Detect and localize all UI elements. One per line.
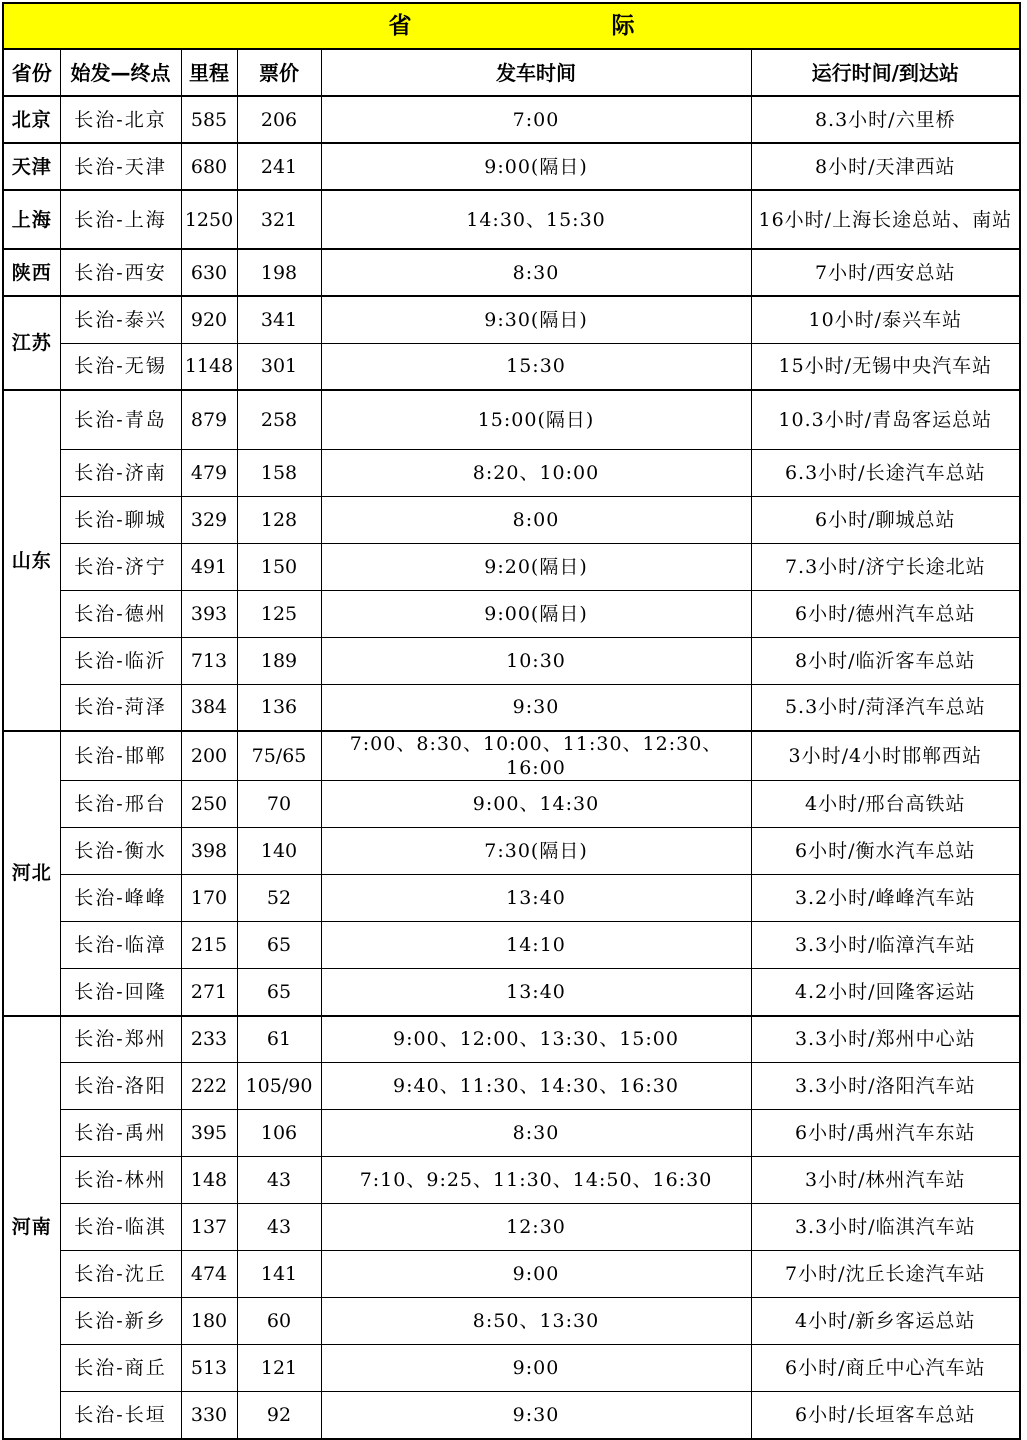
arrival-cell: 8.3小时/六里桥 [751,96,1020,143]
distance-cell: 713 [181,637,237,684]
departure-cell: 7:00、8:30、10:00、11:30、12:30、16:00 [321,731,751,781]
table-row [3,249,1020,296]
route-cell: 长治-济宁 [60,543,181,590]
table-row [3,781,1020,828]
province-cell: 河南 [3,1016,60,1439]
table-row [3,343,1020,390]
route-cell: 长治-林州 [60,1157,181,1204]
table-row [3,731,1020,781]
fare-cell: 125 [237,590,321,637]
title-char: 际 [611,13,635,39]
departure-cell: 14:10 [321,922,751,969]
departure-cell: 8:30 [321,1110,751,1157]
distance-cell: 395 [181,1110,237,1157]
arrival-cell: 6小时/禹州汽车东站 [751,1110,1020,1157]
arrival-cell: 15小时/无锡中央汽车站 [751,343,1020,390]
departure-cell: 13:40 [321,969,751,1016]
distance-cell: 879 [181,390,237,449]
distance-cell: 330 [181,1392,237,1439]
arrival-cell: 6.3小时/长途汽车总站 [751,449,1020,496]
table-row [3,543,1020,590]
departure-cell: 8:20、10:00 [321,449,751,496]
fare-cell: 121 [237,1345,321,1392]
province-cell: 北京 [3,96,60,143]
route-cell: 长治-临漳 [60,922,181,969]
table-row [3,875,1020,922]
fare-cell: 105/90 [237,1063,321,1110]
table-row [3,1298,1020,1345]
arrival-cell: 8小时/天津西站 [751,143,1020,190]
fare-cell: 341 [237,296,321,343]
fare-cell: 189 [237,637,321,684]
departure-cell: 14:30、15:30 [321,190,751,249]
departure-cell: 12:30 [321,1204,751,1251]
fare-cell: 198 [237,249,321,296]
table-row [3,684,1020,731]
departure-cell: 10:30 [321,637,751,684]
table-row [3,1251,1020,1298]
table-row [3,96,1020,143]
arrival-cell: 10小时/泰兴车站 [751,296,1020,343]
fare-cell: 140 [237,828,321,875]
route-cell: 长治-西安 [60,249,181,296]
departure-cell: 8:50、13:30 [321,1298,751,1345]
schedule-table [2,2,1021,1440]
header-fare: 票价 [237,49,321,96]
route-cell: 长治-临淇 [60,1204,181,1251]
province-cell: 陕西 [3,249,60,296]
arrival-cell: 6小时/衡水汽车总站 [751,828,1020,875]
arrival-cell: 3.2小时/峰峰汽车站 [751,875,1020,922]
title-row [3,3,1020,49]
departure-cell: 13:40 [321,875,751,922]
departure-cell: 15:00(隔日) [321,390,751,449]
table-row [3,1345,1020,1392]
table-row [3,449,1020,496]
fare-cell: 43 [237,1204,321,1251]
route-cell: 长治-北京 [60,96,181,143]
distance-cell: 271 [181,969,237,1016]
table-row [3,296,1020,343]
table-row [3,1204,1020,1251]
province-cell: 江苏 [3,296,60,390]
fare-cell: 60 [237,1298,321,1345]
arrival-cell: 6小时/长垣客车总站 [751,1392,1020,1439]
distance-cell: 491 [181,543,237,590]
distance-cell: 233 [181,1016,237,1063]
route-cell: 长治-邯郸 [60,731,181,781]
route-cell: 长治-德州 [60,590,181,637]
fare-cell: 92 [237,1392,321,1439]
departure-cell: 9:00、14:30 [321,781,751,828]
distance-cell: 200 [181,731,237,781]
distance-cell: 474 [181,1251,237,1298]
table-row [3,1157,1020,1204]
departure-cell: 9:20(隔日) [321,543,751,590]
table-row [3,637,1020,684]
route-cell: 长治-济南 [60,449,181,496]
distance-cell: 393 [181,590,237,637]
distance-cell: 680 [181,143,237,190]
distance-cell: 1148 [181,343,237,390]
arrival-cell: 3.3小时/郑州中心站 [751,1016,1020,1063]
distance-cell: 148 [181,1157,237,1204]
fare-cell: 321 [237,190,321,249]
arrival-cell: 3.3小时/洛阳汽车站 [751,1063,1020,1110]
header-arrival: 运行时间/到达站 [751,49,1020,96]
fare-cell: 136 [237,684,321,731]
table-row [3,1016,1020,1063]
province-cell: 天津 [3,143,60,190]
distance-cell: 250 [181,781,237,828]
departure-cell: 9:00(隔日) [321,143,751,190]
arrival-cell: 5.3小时/菏泽汽车总站 [751,684,1020,731]
route-cell: 长治-郑州 [60,1016,181,1063]
fare-cell: 106 [237,1110,321,1157]
departure-cell: 9:00(隔日) [321,590,751,637]
fare-cell: 141 [237,1251,321,1298]
route-cell: 长治-商丘 [60,1345,181,1392]
route-cell: 长治-天津 [60,143,181,190]
header-departure: 发车时间 [321,49,751,96]
distance-cell: 215 [181,922,237,969]
distance-cell: 180 [181,1298,237,1345]
route-cell: 长治-禹州 [60,1110,181,1157]
arrival-cell: 6小时/聊城总站 [751,496,1020,543]
arrival-cell: 3.3小时/临淇汽车站 [751,1204,1020,1251]
fare-cell: 61 [237,1016,321,1063]
departure-cell: 7:10、9:25、11:30、14:50、16:30 [321,1157,751,1204]
route-cell: 长治-衡水 [60,828,181,875]
departure-cell: 7:00 [321,96,751,143]
distance-cell: 920 [181,296,237,343]
table-row [3,143,1020,190]
distance-cell: 398 [181,828,237,875]
route-cell: 长治-新乡 [60,1298,181,1345]
fare-cell: 158 [237,449,321,496]
route-cell: 长治-菏泽 [60,684,181,731]
table-row [3,496,1020,543]
fare-cell: 65 [237,969,321,1016]
departure-cell: 9:30(隔日) [321,296,751,343]
table-row [3,1063,1020,1110]
distance-cell: 329 [181,496,237,543]
arrival-cell: 4小时/邢台高铁站 [751,781,1020,828]
fare-cell: 70 [237,781,321,828]
distance-cell: 170 [181,875,237,922]
distance-cell: 479 [181,449,237,496]
table-row [3,1110,1020,1157]
header-distance: 里程 [181,49,237,96]
table-row [3,590,1020,637]
fare-cell: 52 [237,875,321,922]
route-cell: 长治-洛阳 [60,1063,181,1110]
arrival-cell: 4.2小时/回隆客运站 [751,969,1020,1016]
distance-cell: 137 [181,1204,237,1251]
table-title [3,3,1020,49]
departure-cell: 9:30 [321,1392,751,1439]
arrival-cell: 16小时/上海长途总站、南站 [751,190,1020,249]
route-cell: 长治-泰兴 [60,296,181,343]
distance-cell: 630 [181,249,237,296]
header-province: 省份 [3,49,60,96]
route-cell: 长治-上海 [60,190,181,249]
fare-cell: 301 [237,343,321,390]
fare-cell: 150 [237,543,321,590]
table-row [3,922,1020,969]
route-cell: 长治-回隆 [60,969,181,1016]
distance-cell: 513 [181,1345,237,1392]
distance-cell: 585 [181,96,237,143]
fare-cell: 43 [237,1157,321,1204]
table-row [3,1392,1020,1439]
distance-cell: 1250 [181,190,237,249]
title-char: 省 [388,13,412,39]
table-row [3,828,1020,875]
arrival-cell: 10.3小时/青岛客运总站 [751,390,1020,449]
departure-cell: 8:00 [321,496,751,543]
table-row [3,190,1020,249]
arrival-cell: 8小时/临沂客车总站 [751,637,1020,684]
route-cell: 长治-邢台 [60,781,181,828]
departure-cell: 9:00 [321,1345,751,1392]
arrival-cell: 3.3小时/临漳汽车站 [751,922,1020,969]
distance-cell: 222 [181,1063,237,1110]
arrival-cell: 3小时/4小时邯郸西站 [751,731,1020,781]
province-cell: 山东 [3,390,60,731]
route-cell: 长治-长垣 [60,1392,181,1439]
header-route: 始发—终点 [60,49,181,96]
arrival-cell: 7.3小时/济宁长途北站 [751,543,1020,590]
fare-cell: 65 [237,922,321,969]
distance-cell: 384 [181,684,237,731]
departure-cell: 9:00 [321,1251,751,1298]
fare-cell: 206 [237,96,321,143]
table-row [3,969,1020,1016]
arrival-cell: 6小时/德州汽车总站 [751,590,1020,637]
route-cell: 长治-峰峰 [60,875,181,922]
departure-cell: 9:00、12:00、13:30、15:00 [321,1016,751,1063]
fare-cell: 75/65 [237,731,321,781]
route-cell: 长治-青岛 [60,390,181,449]
departure-cell: 8:30 [321,249,751,296]
route-cell: 长治-沈丘 [60,1251,181,1298]
arrival-cell: 6小时/商丘中心汽车站 [751,1345,1020,1392]
province-cell: 上海 [3,190,60,249]
table-row [3,390,1020,449]
departure-cell: 15:30 [321,343,751,390]
departure-cell: 7:30(隔日) [321,828,751,875]
route-cell: 长治-无锡 [60,343,181,390]
route-cell: 长治-临沂 [60,637,181,684]
header-row [3,49,1020,96]
arrival-cell: 4小时/新乡客运总站 [751,1298,1020,1345]
fare-cell: 241 [237,143,321,190]
arrival-cell: 7小时/沈丘长途汽车站 [751,1251,1020,1298]
province-cell: 河北 [3,731,60,1016]
arrival-cell: 7小时/西安总站 [751,249,1020,296]
departure-cell: 9:40、11:30、14:30、16:30 [321,1063,751,1110]
fare-cell: 258 [237,390,321,449]
fare-cell: 128 [237,496,321,543]
route-cell: 长治-聊城 [60,496,181,543]
departure-cell: 9:30 [321,684,751,731]
arrival-cell: 3小时/林州汽车站 [751,1157,1020,1204]
